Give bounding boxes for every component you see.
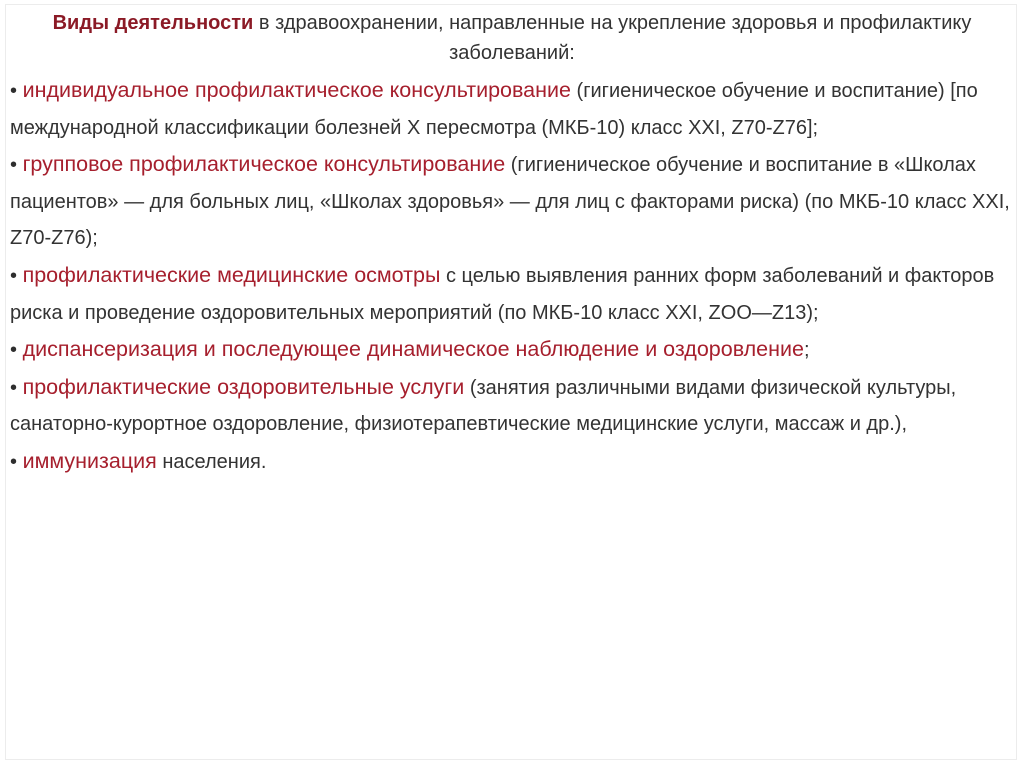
item-description: населения. (156, 450, 267, 473)
bullet-icon: • (10, 376, 23, 399)
item-key-phrase: профилактические оздоровительные услуги (22, 374, 465, 399)
list-item (10, 146, 1010, 257)
heading-rest: в здравоохранении, направленные на укрепление здоровья и профилактику заболеваний: (253, 12, 972, 64)
item-description: ; (803, 339, 810, 362)
list-item (10, 331, 1010, 369)
bullet-icon: • (10, 339, 23, 362)
bullet-icon: • (10, 80, 23, 102)
list-item (10, 369, 1010, 443)
slide-heading (12, 8, 1012, 68)
list-item (10, 257, 1010, 331)
list-item (10, 72, 1010, 146)
bullet-icon: • (10, 154, 23, 177)
item-description: (гигиеническое обучение и воспитание в «Школах пациентов» — для больных лиц, «Школах здоровья» — для лиц с факторами риска) (по МКБ-10 класс XXI, Z70-Z76); (10, 154, 1010, 250)
heading-accent: Виды деятельности (52, 12, 254, 34)
item-key-phrase: диспансеризация и последующее динамическое наблюдение и оздоровление (22, 337, 804, 362)
bullet-icon: • (10, 264, 23, 287)
list-item (10, 443, 1010, 481)
item-key-phrase: профилактические медицинские осмотры (22, 262, 441, 287)
item-key-phrase: групповое профилактическое консультирование (22, 152, 506, 177)
item-description: (гигиеническое обучение и воспитание) [по международной классификации болезней X пересмотра (МКБ-10) класс XXI, Z70-Z76]; (10, 80, 978, 139)
bullet-icon: • (10, 450, 23, 473)
item-description: (занятия различными видами физической культуры, санаторно-курортное оздоровление, физиотерапевтические медицинские услуги, массаж и др.), (10, 376, 957, 436)
item-key-phrase: индивидуальное профилактическое консультирование (22, 78, 571, 102)
item-description: с целью выявления ранних форм заболеваний и факторов риска и проведение оздоровительных мероприятий (по МКБ-10 класс XXI, ZOO—Z13); (10, 264, 995, 324)
bullet-list (10, 72, 1010, 481)
item-key-phrase: иммунизация (22, 448, 157, 473)
